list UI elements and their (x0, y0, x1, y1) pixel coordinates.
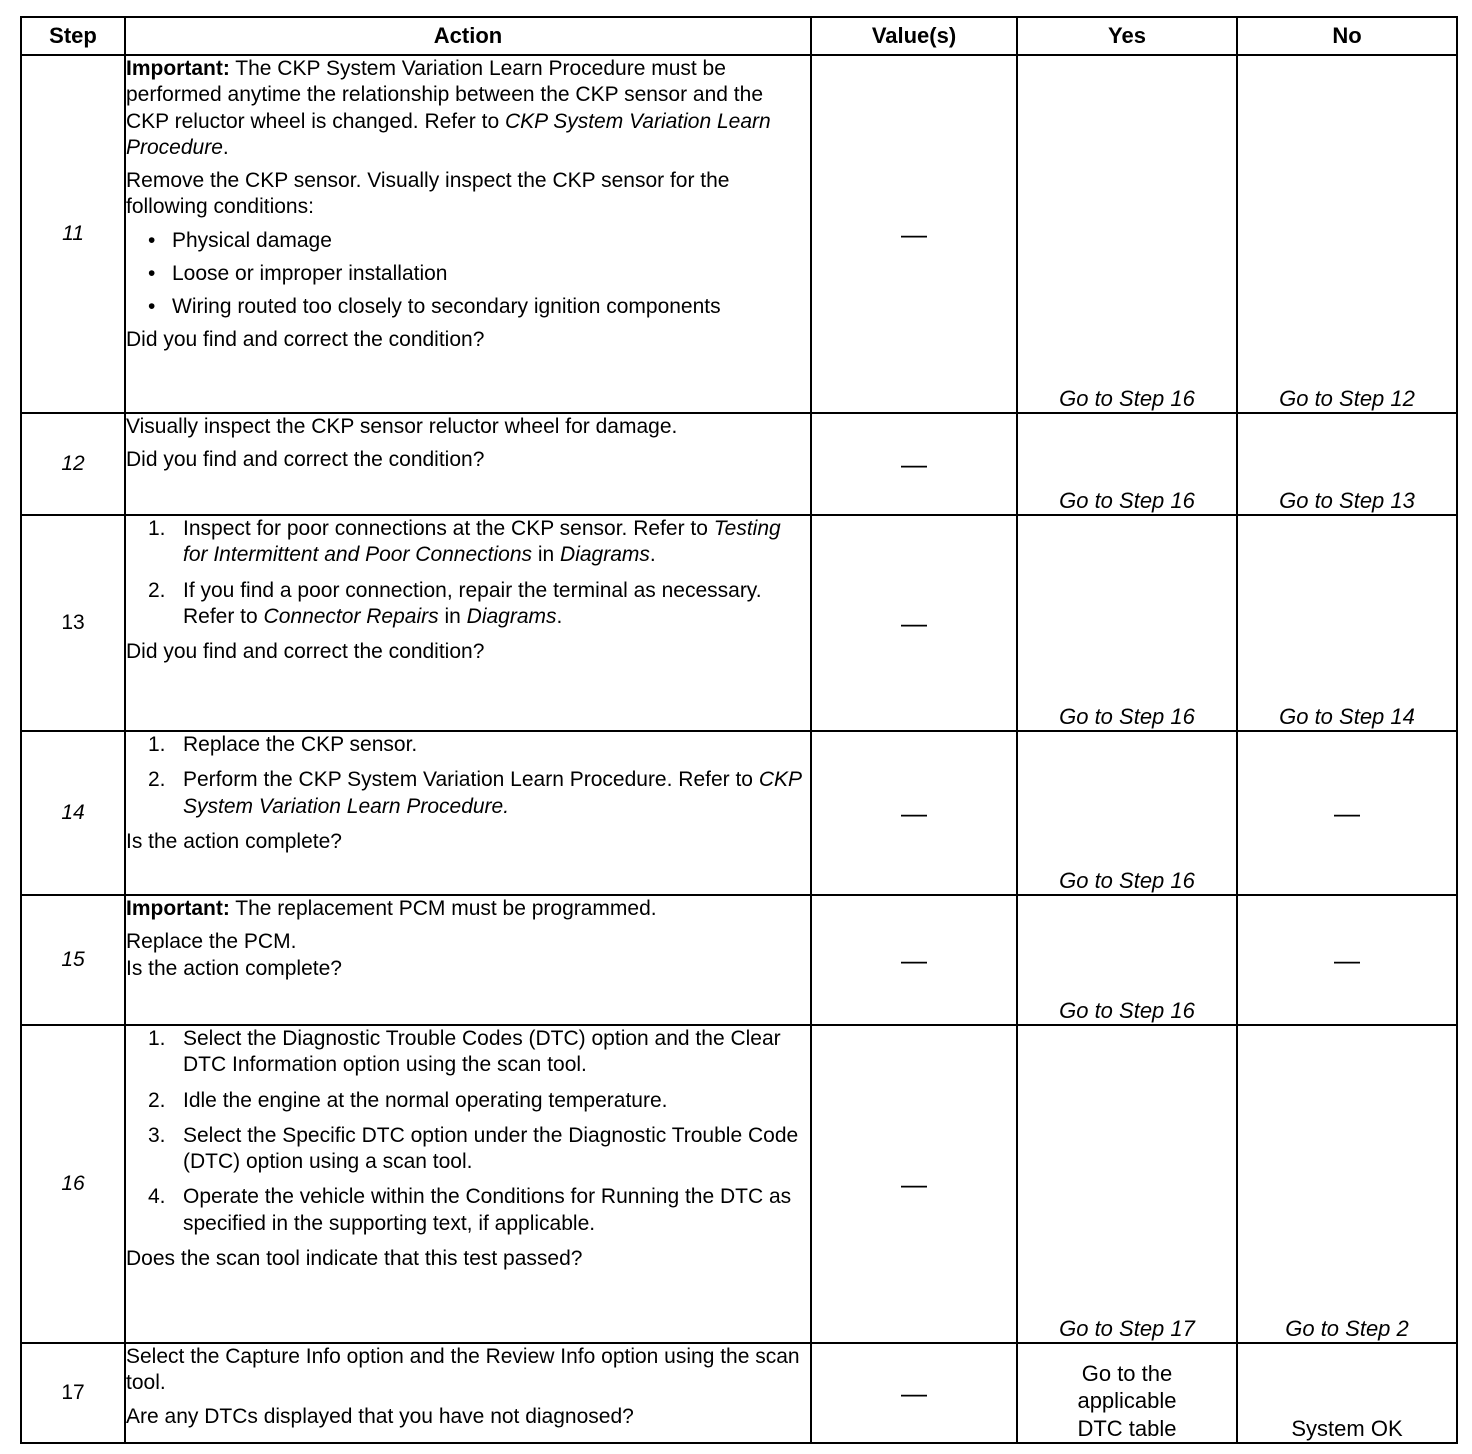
no-result: — (1237, 731, 1457, 895)
list-item (126, 1123, 810, 1176)
table-row (21, 413, 1457, 515)
manual-reference: Diagrams (466, 604, 557, 628)
action-cell (125, 55, 811, 413)
period: . (649, 543, 656, 567)
important-note (126, 56, 810, 161)
yes-result: Go to Step 17 (1017, 1025, 1237, 1343)
yes-result: Go to Step 16 (1017, 731, 1237, 895)
important-text: The CKP System Variation Learn Procedure must be performed anytime the relationship between the CKP sensor and the CKP reluctor wheel is changed. Refer to (126, 57, 763, 133)
table-row (21, 1025, 1457, 1343)
item-text: Replace the CKP sensor. (183, 733, 418, 756)
item-text: Inspect for poor connections at the CKP sensor. Refer to (183, 517, 714, 540)
no-result: Go to Step 12 (1237, 55, 1457, 413)
action-cell (125, 1025, 811, 1343)
table-row (21, 1343, 1457, 1443)
no-result: — (1237, 895, 1457, 1025)
period: . (222, 135, 229, 159)
instruction-text: Replace the PCM. (126, 930, 297, 954)
item-number: 2. (148, 768, 166, 792)
instruction-text: Remove the CKP sensor. Visually inspect the CKP sensor for the following conditions: (126, 169, 730, 219)
procedure-reference: Connector Repairs (263, 604, 439, 628)
step-number: 11 (21, 55, 125, 413)
diagnostic-table (20, 16, 1458, 1444)
procedure-list (126, 516, 810, 630)
value-cell: — (811, 55, 1017, 413)
yes-result: Go to the applicable DTC table (1017, 1343, 1237, 1443)
no-result: System OK (1237, 1343, 1457, 1443)
header-action: Action (125, 17, 811, 55)
procedure-reference: CKP System Variation Learn Procedure. (183, 768, 802, 818)
item-text: If you find a poor connection, repair the terminal as necessary. Refer to (183, 578, 762, 628)
item-number: 1. (148, 517, 166, 540)
important-label: Important: (126, 897, 230, 920)
table-row (21, 895, 1457, 1025)
step-number: 17 (21, 1343, 125, 1443)
list-item (126, 767, 810, 820)
step-number: 15 (21, 895, 125, 1025)
question-text: Are any DTCs displayed that you have not diagnosed? (126, 1404, 634, 1428)
action-cell (125, 515, 811, 731)
yes-result: Go to Step 16 (1017, 515, 1237, 731)
step-number: 16 (21, 1025, 125, 1343)
value-cell: — (811, 1343, 1017, 1443)
value-cell: — (811, 895, 1017, 1025)
question-text: Did you find and correct the condition? (126, 448, 485, 472)
item-text: Idle the engine at the normal operating temperature. (183, 1088, 668, 1112)
item-number: 1. (148, 1027, 166, 1050)
list-item (126, 1184, 810, 1237)
no-result: Go to Step 13 (1237, 413, 1457, 515)
important-note (126, 896, 810, 922)
value-cell: — (811, 1025, 1017, 1343)
procedure-list (126, 732, 810, 820)
header-yes: Yes (1017, 17, 1237, 55)
list-item (126, 1088, 810, 1114)
item-number: 3. (148, 1123, 166, 1147)
item-text: Operate the vehicle within the Conditions for Running the DTC as specified in the supporting text, if applicable. (183, 1185, 792, 1235)
item-number: 2. (148, 578, 166, 602)
yes-result: Go to Step 16 (1017, 413, 1237, 515)
instruction-text: Visually inspect the CKP sensor reluctor wheel for damage. (126, 415, 678, 438)
list-item (126, 1026, 810, 1079)
important-text: The replacement PCM must be programmed. (229, 897, 657, 920)
value-cell: — (811, 731, 1017, 895)
procedure-list (126, 1026, 810, 1237)
item-number: 2. (148, 1088, 166, 1112)
table-row (21, 731, 1457, 895)
step-number: 12 (21, 413, 125, 515)
list-item: • Physical damage (148, 228, 810, 254)
item-text: Perform the CKP System Variation Learn Procedure. Refer to (183, 768, 759, 792)
action-cell (125, 731, 811, 895)
item-number: 1. (148, 733, 166, 756)
list-item: • Loose or improper installation (148, 261, 810, 287)
manual-reference: Diagrams (560, 543, 650, 567)
list-item (126, 732, 810, 758)
question-text: Did you find and correct the condition? (126, 640, 485, 663)
question-text: Does the scan tool indicate that this test passed? (126, 1246, 583, 1270)
item-text: Select the Specific DTC option under the Diagnostic Trouble Code (DTC) option using a scan tool. (183, 1123, 799, 1173)
header-step: Step (21, 17, 125, 55)
list-item (126, 516, 810, 569)
no-result: Go to Step 14 (1237, 515, 1457, 731)
procedure-reference: CKP System Variation Learn Procedure (126, 109, 771, 159)
question-text: Is the action complete? (126, 829, 342, 853)
header-no: No (1237, 17, 1457, 55)
item-text: Select the Diagnostic Trouble Codes (DTC) option and the Clear DTC Information option using the scan tool. (183, 1027, 781, 1077)
step-number: 13 (21, 515, 125, 731)
yes-result: Go to Step 16 (1017, 895, 1237, 1025)
yes-result: Go to Step 16 (1017, 55, 1237, 413)
value-cell: — (811, 413, 1017, 515)
no-result: Go to Step 2 (1237, 1025, 1457, 1343)
action-cell (125, 413, 811, 515)
question-text: Is the action complete? (126, 956, 342, 980)
header-row (21, 17, 1457, 55)
table-row (21, 55, 1457, 413)
action-cell (125, 1343, 811, 1443)
procedure-reference: Testing for Intermittent and Poor Connections (183, 517, 781, 567)
instruction-text: Select the Capture Info option and the Review Info option using the scan tool. (126, 1345, 800, 1395)
condition-list (126, 228, 810, 321)
table-row (21, 515, 1457, 731)
question-text: Did you find and correct the condition? (126, 328, 485, 352)
action-cell (125, 895, 811, 1025)
item-number: 4. (148, 1185, 166, 1209)
period: . (556, 604, 563, 628)
list-item (126, 578, 810, 631)
important-label: Important: (126, 57, 230, 80)
step-number: 14 (21, 731, 125, 895)
list-item: • Wiring routed too closely to secondary ignition components (148, 294, 810, 320)
value-cell: — (811, 515, 1017, 731)
item-text: in (532, 543, 561, 567)
item-text: in (438, 604, 467, 628)
header-values: Value(s) (811, 17, 1017, 55)
